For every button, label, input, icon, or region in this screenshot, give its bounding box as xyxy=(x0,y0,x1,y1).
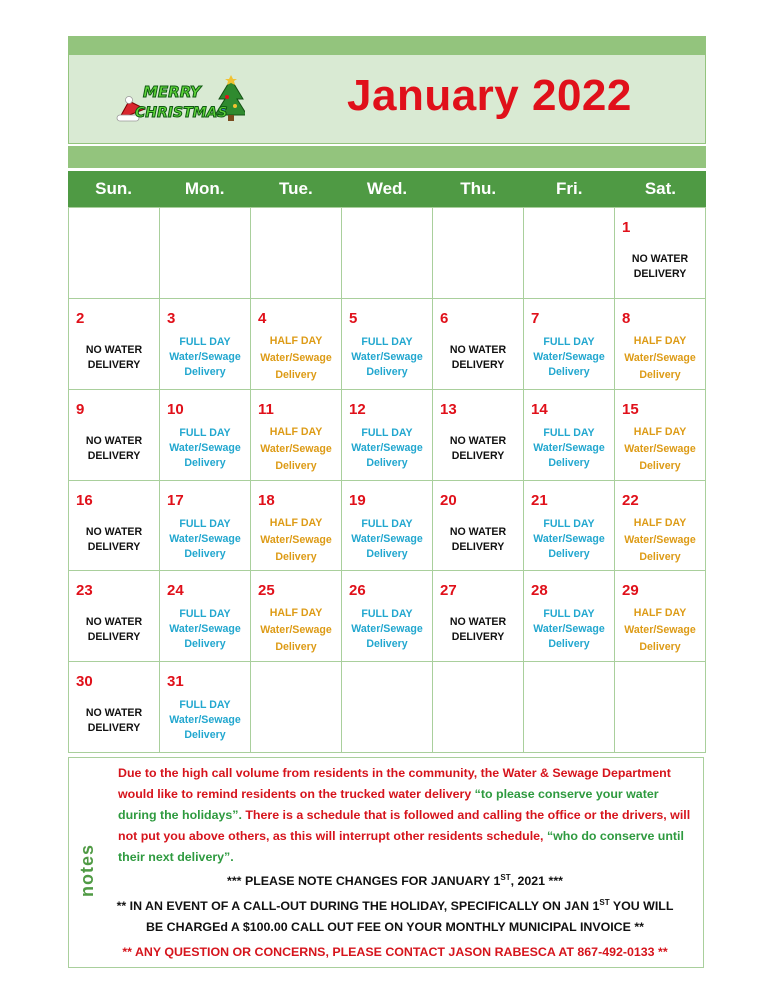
callout-text: ** IN AN EVENT OF A CALL-OUT DURING THE HOLIDAY, SPECIFICALLY ON JAN 1 xyxy=(116,899,600,913)
day-number: 9 xyxy=(76,400,85,418)
delivery-status-line: Delivery xyxy=(275,550,317,563)
empty-day-cell xyxy=(433,208,524,299)
day-cell-4 xyxy=(251,299,342,390)
weekday-label: Wed. xyxy=(366,179,408,198)
delivery-status-line: FULL DAY xyxy=(179,699,231,712)
delivery-status-line: DELIVERY xyxy=(451,449,505,462)
day-number: 7 xyxy=(531,309,540,327)
day-number: 5 xyxy=(349,309,358,327)
delivery-status-line: Water/Sewage xyxy=(260,351,332,364)
day-cell-12 xyxy=(342,390,433,481)
delivery-status-line: FULL DAY xyxy=(179,335,231,348)
delivery-status-line: Delivery xyxy=(639,368,681,381)
day-number: 15 xyxy=(622,400,639,418)
delivery-status-line: Water/Sewage xyxy=(260,533,332,546)
day-number: 20 xyxy=(440,491,457,509)
day-cell-8 xyxy=(615,299,706,390)
delivery-status-line: FULL DAY xyxy=(543,335,595,348)
day-cell-25 xyxy=(251,571,342,662)
day-cell-5 xyxy=(342,299,433,390)
change-sup: ST xyxy=(500,872,511,882)
delivery-status-line: Water/Sewage xyxy=(351,350,423,363)
delivery-status-line: Delivery xyxy=(184,456,226,469)
delivery-status-line: NO WATER xyxy=(449,616,507,629)
delivery-status-line: HALF DAY xyxy=(633,516,687,529)
delivery-status-line: Delivery xyxy=(184,638,226,651)
delivery-status xyxy=(160,517,250,562)
weekday-label: Fri. xyxy=(556,179,583,198)
delivery-status-line: Water/Sewage xyxy=(624,624,696,637)
delivery-status-line: NO WATER xyxy=(85,707,143,720)
empty-day-cell xyxy=(342,662,433,753)
notes-change-line xyxy=(89,871,701,892)
weekday-label: Thu. xyxy=(460,179,497,198)
callout-sup: ST xyxy=(599,897,610,907)
day-cell-13 xyxy=(433,390,524,481)
empty-day-cell xyxy=(251,208,342,299)
delivery-status xyxy=(615,424,705,475)
delivery-status-line: NO WATER xyxy=(85,343,143,356)
delivery-status-line: Delivery xyxy=(548,456,590,469)
day-number: 13 xyxy=(440,400,457,418)
day-number: 21 xyxy=(531,491,548,509)
delivery-status-line: Water/Sewage xyxy=(533,350,605,363)
empty-day-cell xyxy=(69,208,160,299)
delivery-status xyxy=(524,607,614,652)
delivery-status xyxy=(524,335,614,380)
day-cell-15 xyxy=(615,390,706,481)
delivery-status-line: FULL DAY xyxy=(361,517,413,530)
delivery-status-line: NO WATER xyxy=(449,434,507,447)
day-number: 29 xyxy=(622,582,639,600)
delivery-status-line: Delivery xyxy=(639,550,681,563)
calendar-grid xyxy=(68,207,706,753)
delivery-status-line: Delivery xyxy=(275,459,317,472)
delivery-status xyxy=(160,335,250,380)
day-number: 31 xyxy=(167,673,184,691)
day-number: 25 xyxy=(258,582,275,600)
delivery-status-line: DELIVERY xyxy=(87,358,141,371)
weekday-label: Mon. xyxy=(184,179,225,198)
callout-text-end: YOU WILL xyxy=(609,899,674,913)
delivery-status-line: Water/Sewage xyxy=(169,441,241,454)
day-number: 27 xyxy=(440,582,457,600)
delivery-status-line: FULL DAY xyxy=(543,517,595,530)
day-number: 24 xyxy=(167,582,184,600)
day-cell-9 xyxy=(69,390,160,481)
empty-day-cell xyxy=(251,662,342,753)
delivery-status xyxy=(433,525,523,555)
day-cell-14 xyxy=(524,390,615,481)
delivery-status xyxy=(615,252,705,282)
delivery-status xyxy=(69,706,159,736)
weekday-label: Tue. xyxy=(279,179,313,198)
day-cell-11 xyxy=(251,390,342,481)
delivery-status-line: NO WATER xyxy=(449,343,507,356)
day-cell-29 xyxy=(615,571,706,662)
delivery-status-line: NO WATER xyxy=(85,434,143,447)
day-number: 28 xyxy=(531,582,548,600)
day-number: 8 xyxy=(622,309,631,327)
delivery-status-line: Delivery xyxy=(275,641,317,654)
day-cell-31 xyxy=(160,662,251,753)
delivery-status-line: Water/Sewage xyxy=(533,532,605,545)
delivery-status-line: DELIVERY xyxy=(633,268,687,280)
delivery-status-line: Water/Sewage xyxy=(169,714,241,727)
day-number: 16 xyxy=(76,491,93,509)
day-number: 23 xyxy=(76,582,93,600)
logo-line2: CHRISTMAS xyxy=(135,105,228,121)
empty-day-cell xyxy=(524,662,615,753)
delivery-status-line: Delivery xyxy=(275,368,317,381)
empty-day-cell xyxy=(433,662,524,753)
day-number: 18 xyxy=(258,491,275,509)
delivery-status xyxy=(69,615,159,645)
delivery-status-line: Delivery xyxy=(184,729,226,742)
delivery-status-line: FULL DAY xyxy=(361,335,413,348)
delivery-status-line: Delivery xyxy=(639,459,681,472)
day-cell-2 xyxy=(69,299,160,390)
notes-text-red-2: There is a schedule that is followed and calling the office or the drivers, will not put you above others, as this will interrupt other residents schedule, xyxy=(118,808,691,843)
delivery-status xyxy=(69,525,159,555)
day-cell-6 xyxy=(433,299,524,390)
change-text-end: , 2021 *** xyxy=(510,874,563,888)
delivery-status xyxy=(160,426,250,471)
delivery-status-line: FULL DAY xyxy=(543,426,595,439)
delivery-status-line: FULL DAY xyxy=(361,426,413,439)
delivery-status-line: DELIVERY xyxy=(451,631,505,644)
notes-label: notes xyxy=(77,843,98,898)
delivery-status-line: DELIVERY xyxy=(451,358,505,371)
delivery-status xyxy=(251,605,341,656)
delivery-status-line: Water/Sewage xyxy=(260,624,332,637)
weekday-header xyxy=(68,171,706,207)
empty-day-cell xyxy=(524,208,615,299)
delivery-status xyxy=(524,517,614,562)
delivery-status xyxy=(615,515,705,566)
delivery-status-line: Water/Sewage xyxy=(624,351,696,364)
delivery-status xyxy=(524,426,614,471)
delivery-status-line: Water/Sewage xyxy=(351,441,423,454)
notes-contact-line: ** ANY QUESTION OR CONCERNS, PLEASE CONTACT JASON RABESCA AT 867-492-0133 ** xyxy=(122,945,668,959)
day-number: 26 xyxy=(349,582,366,600)
delivery-status xyxy=(342,517,432,562)
delivery-status xyxy=(615,605,705,656)
delivery-status-line: NO WATER xyxy=(449,525,507,538)
day-cell-20 xyxy=(433,481,524,572)
delivery-status-line: Delivery xyxy=(548,638,590,651)
delivery-status-line: Delivery xyxy=(548,547,590,560)
page-title: January 2022 xyxy=(347,71,632,120)
notes-text-green-2: “who do conserve until their next delivery”. xyxy=(118,829,684,864)
delivery-status-line: DELIVERY xyxy=(87,449,141,462)
merry-christmas-logo xyxy=(115,73,245,129)
day-number: 3 xyxy=(167,309,176,327)
delivery-status-line: HALF DAY xyxy=(633,607,687,620)
delivery-status-line: Delivery xyxy=(639,641,681,654)
delivery-status-line: FULL DAY xyxy=(179,426,231,439)
delivery-status-line: FULL DAY xyxy=(543,608,595,621)
delivery-status-line: DELIVERY xyxy=(451,540,505,553)
empty-day-cell xyxy=(160,208,251,299)
notes-text-red-1: Due to the high call volume from residents in the community, the Water & Sewage Department would like to remind residents on the trucked water delivery xyxy=(118,766,671,801)
title-area xyxy=(68,54,706,144)
delivery-status-line: NO WATER xyxy=(85,525,143,538)
day-cell-1 xyxy=(615,208,706,299)
delivery-status-line: Water/Sewage xyxy=(624,533,696,546)
notes-text-green-1: “to please conserve your water during the holidays”. xyxy=(118,787,659,822)
day-number: 1 xyxy=(622,219,631,236)
day-number: 17 xyxy=(167,491,184,509)
day-number: 12 xyxy=(349,400,366,418)
day-cell-10 xyxy=(160,390,251,481)
delivery-status xyxy=(160,698,250,743)
day-cell-7 xyxy=(524,299,615,390)
day-cell-17 xyxy=(160,481,251,572)
day-cell-21 xyxy=(524,481,615,572)
delivery-status-line: HALF DAY xyxy=(269,607,323,620)
day-cell-30 xyxy=(69,662,160,753)
delivery-status xyxy=(342,607,432,652)
delivery-status-line: Delivery xyxy=(366,638,408,651)
day-number: 10 xyxy=(167,400,184,418)
day-cell-26 xyxy=(342,571,433,662)
delivery-status xyxy=(342,335,432,380)
day-number: 11 xyxy=(258,400,274,418)
delivery-status-line: NO WATER xyxy=(85,616,143,629)
change-text: *** PLEASE NOTE CHANGES FOR JANUARY 1 xyxy=(227,874,501,888)
day-cell-18 xyxy=(251,481,342,572)
delivery-status-line: Delivery xyxy=(366,365,408,378)
delivery-status-line: Water/Sewage xyxy=(169,350,241,363)
day-number: 22 xyxy=(622,491,639,509)
delivery-status-line: HALF DAY xyxy=(269,516,323,529)
delivery-status-line: Water/Sewage xyxy=(351,532,423,545)
day-number: 6 xyxy=(440,309,449,327)
delivery-status-line: NO WATER xyxy=(631,253,689,265)
weekday-label: Sun. xyxy=(95,179,132,198)
day-number: 19 xyxy=(349,491,366,509)
day-number: 30 xyxy=(76,673,93,691)
day-cell-3 xyxy=(160,299,251,390)
delivery-status-line: HALF DAY xyxy=(269,425,323,438)
top-green-band xyxy=(68,36,706,54)
delivery-status-line: HALF DAY xyxy=(633,425,687,438)
day-cell-27 xyxy=(433,571,524,662)
delivery-status-line: FULL DAY xyxy=(361,608,413,621)
day-cell-19 xyxy=(342,481,433,572)
delivery-status-line: DELIVERY xyxy=(87,631,141,644)
day-cell-16 xyxy=(69,481,160,572)
day-number: 4 xyxy=(258,309,267,327)
day-number: 14 xyxy=(531,400,548,418)
delivery-status-line: Delivery xyxy=(366,456,408,469)
delivery-status xyxy=(342,426,432,471)
delivery-status-line: Water/Sewage xyxy=(169,623,241,636)
day-cell-28 xyxy=(524,571,615,662)
notes-box xyxy=(68,757,704,968)
delivery-status-line: DELIVERY xyxy=(87,540,141,553)
notes-callout-line xyxy=(89,896,701,917)
delivery-status-line: Water/Sewage xyxy=(533,623,605,636)
delivery-status xyxy=(160,607,250,652)
delivery-status xyxy=(251,333,341,384)
delivery-status-line: Delivery xyxy=(548,365,590,378)
delivery-status-line: Delivery xyxy=(184,365,226,378)
day-cell-24 xyxy=(160,571,251,662)
delivery-status-line: FULL DAY xyxy=(179,608,231,621)
delivery-status-line: DELIVERY xyxy=(87,722,141,735)
notes-callout-line2: BE CHARGEd A $100.00 CALL OUT FEE ON YOUR MONTHLY MUNICIPAL INVOICE ** xyxy=(145,920,644,934)
delivery-status xyxy=(69,434,159,464)
delivery-status xyxy=(251,424,341,475)
delivery-status-line: Water/Sewage xyxy=(533,441,605,454)
delivery-status xyxy=(615,333,705,384)
logo-line1: MERRY xyxy=(143,83,201,101)
delivery-status-line: HALF DAY xyxy=(633,334,687,347)
delivery-status-line: Water/Sewage xyxy=(260,442,332,455)
delivery-status-line: HALF DAY xyxy=(269,334,323,347)
empty-day-cell xyxy=(615,662,706,753)
delivery-status xyxy=(433,343,523,373)
delivery-status xyxy=(433,434,523,464)
middle-green-band xyxy=(68,146,706,168)
delivery-status xyxy=(433,615,523,645)
day-cell-23 xyxy=(69,571,160,662)
delivery-status-line: Water/Sewage xyxy=(624,442,696,455)
notes-paragraph xyxy=(118,763,700,868)
delivery-status xyxy=(69,343,159,373)
delivery-status-line: Water/Sewage xyxy=(169,532,241,545)
delivery-status-line: Water/Sewage xyxy=(351,623,423,636)
delivery-status xyxy=(251,515,341,566)
empty-day-cell xyxy=(342,208,433,299)
day-number: 2 xyxy=(76,309,85,327)
delivery-status-line: Delivery xyxy=(366,547,408,560)
weekday-label: Sat. xyxy=(644,179,676,198)
day-cell-22 xyxy=(615,481,706,572)
delivery-status-line: Delivery xyxy=(184,547,226,560)
delivery-status-line: FULL DAY xyxy=(179,517,231,530)
